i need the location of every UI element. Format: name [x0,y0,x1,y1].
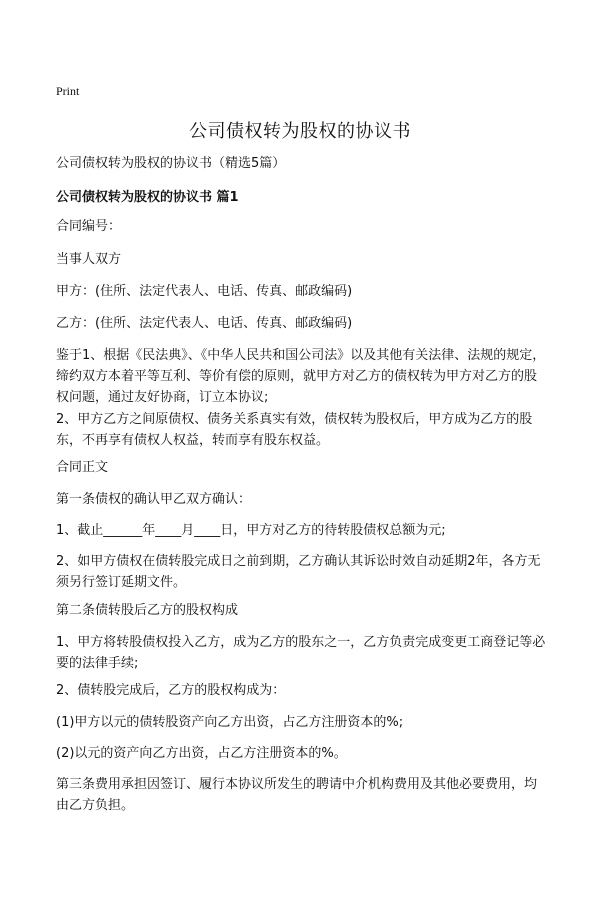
contract-body-heading: 合同正文 [56,460,109,475]
section-heading: 公司债权转为股权的协议书 篇1 [56,190,239,205]
article-2-sub-2: (2)以元的资产向乙方出资，占乙方注册资本的%。 [56,746,347,761]
print-link[interactable]: Print [56,84,80,98]
article-1-heading: 第一条债权的确认甲乙双方确认： [56,492,252,507]
article-3: 第三条费用承担因签订、履行本协议所发生的聘请中介机构费用及其他必要费用，均由乙方负担。 [56,777,538,813]
article-1-item-2: 2、如甲方债权在债转股完成日之前到期，乙方确认其诉讼时效自动延期2年，各方无须另行签订延期文件。 [56,554,541,590]
article-2-item-2: 2、债转股完成后，乙方的股权构成为： [56,683,286,698]
document-title: 公司债权转为股权的协议书 [189,121,411,142]
article-2-heading: 第二条债转股后乙方的股权构成 [56,603,239,618]
whereas-clause-2: 2、甲方乙方之间原债权、债务关系真实有效，债权转为股权后，甲方成为乙方的股东，不再享有债权人权益，转而享有股东权益。 [56,412,533,448]
whereas-clause-1: 鉴于1、根据《民法典》、《中华人民共和国公司法》以及其他有关法律、法规的规定，缔约双方本着平等互利、等价有偿的原则，就甲方对乙方的债权转为甲方对乙方的股权问题，通过友好协商，订立本协议; [56,348,546,405]
parties-heading: 当事人双方 [56,252,122,267]
article-2-sub-1: (1)甲方以元的债转股资产向乙方出资，占乙方注册资本的%; [56,715,404,730]
document-subtitle: 公司债权转为股权的协议书（精选5篇） [56,156,286,171]
party-b-line: 乙方：(住所、法定代表人、电话、传真、邮政编码) [56,316,353,331]
contract-number: 合同编号： [56,219,122,234]
article-2-item-1: 1、甲方将转股债权投入乙方，成为乙方的股东之一，乙方负责完成变更工商登记等必要的法律手续; [56,635,546,671]
party-a-line: 甲方：(住所、法定代表人、电话、传真、邮政编码) [56,284,353,299]
article-1-item-1: 1、截止______年____月____日，甲方对乙方的待转股债权总额为元; [56,523,446,538]
